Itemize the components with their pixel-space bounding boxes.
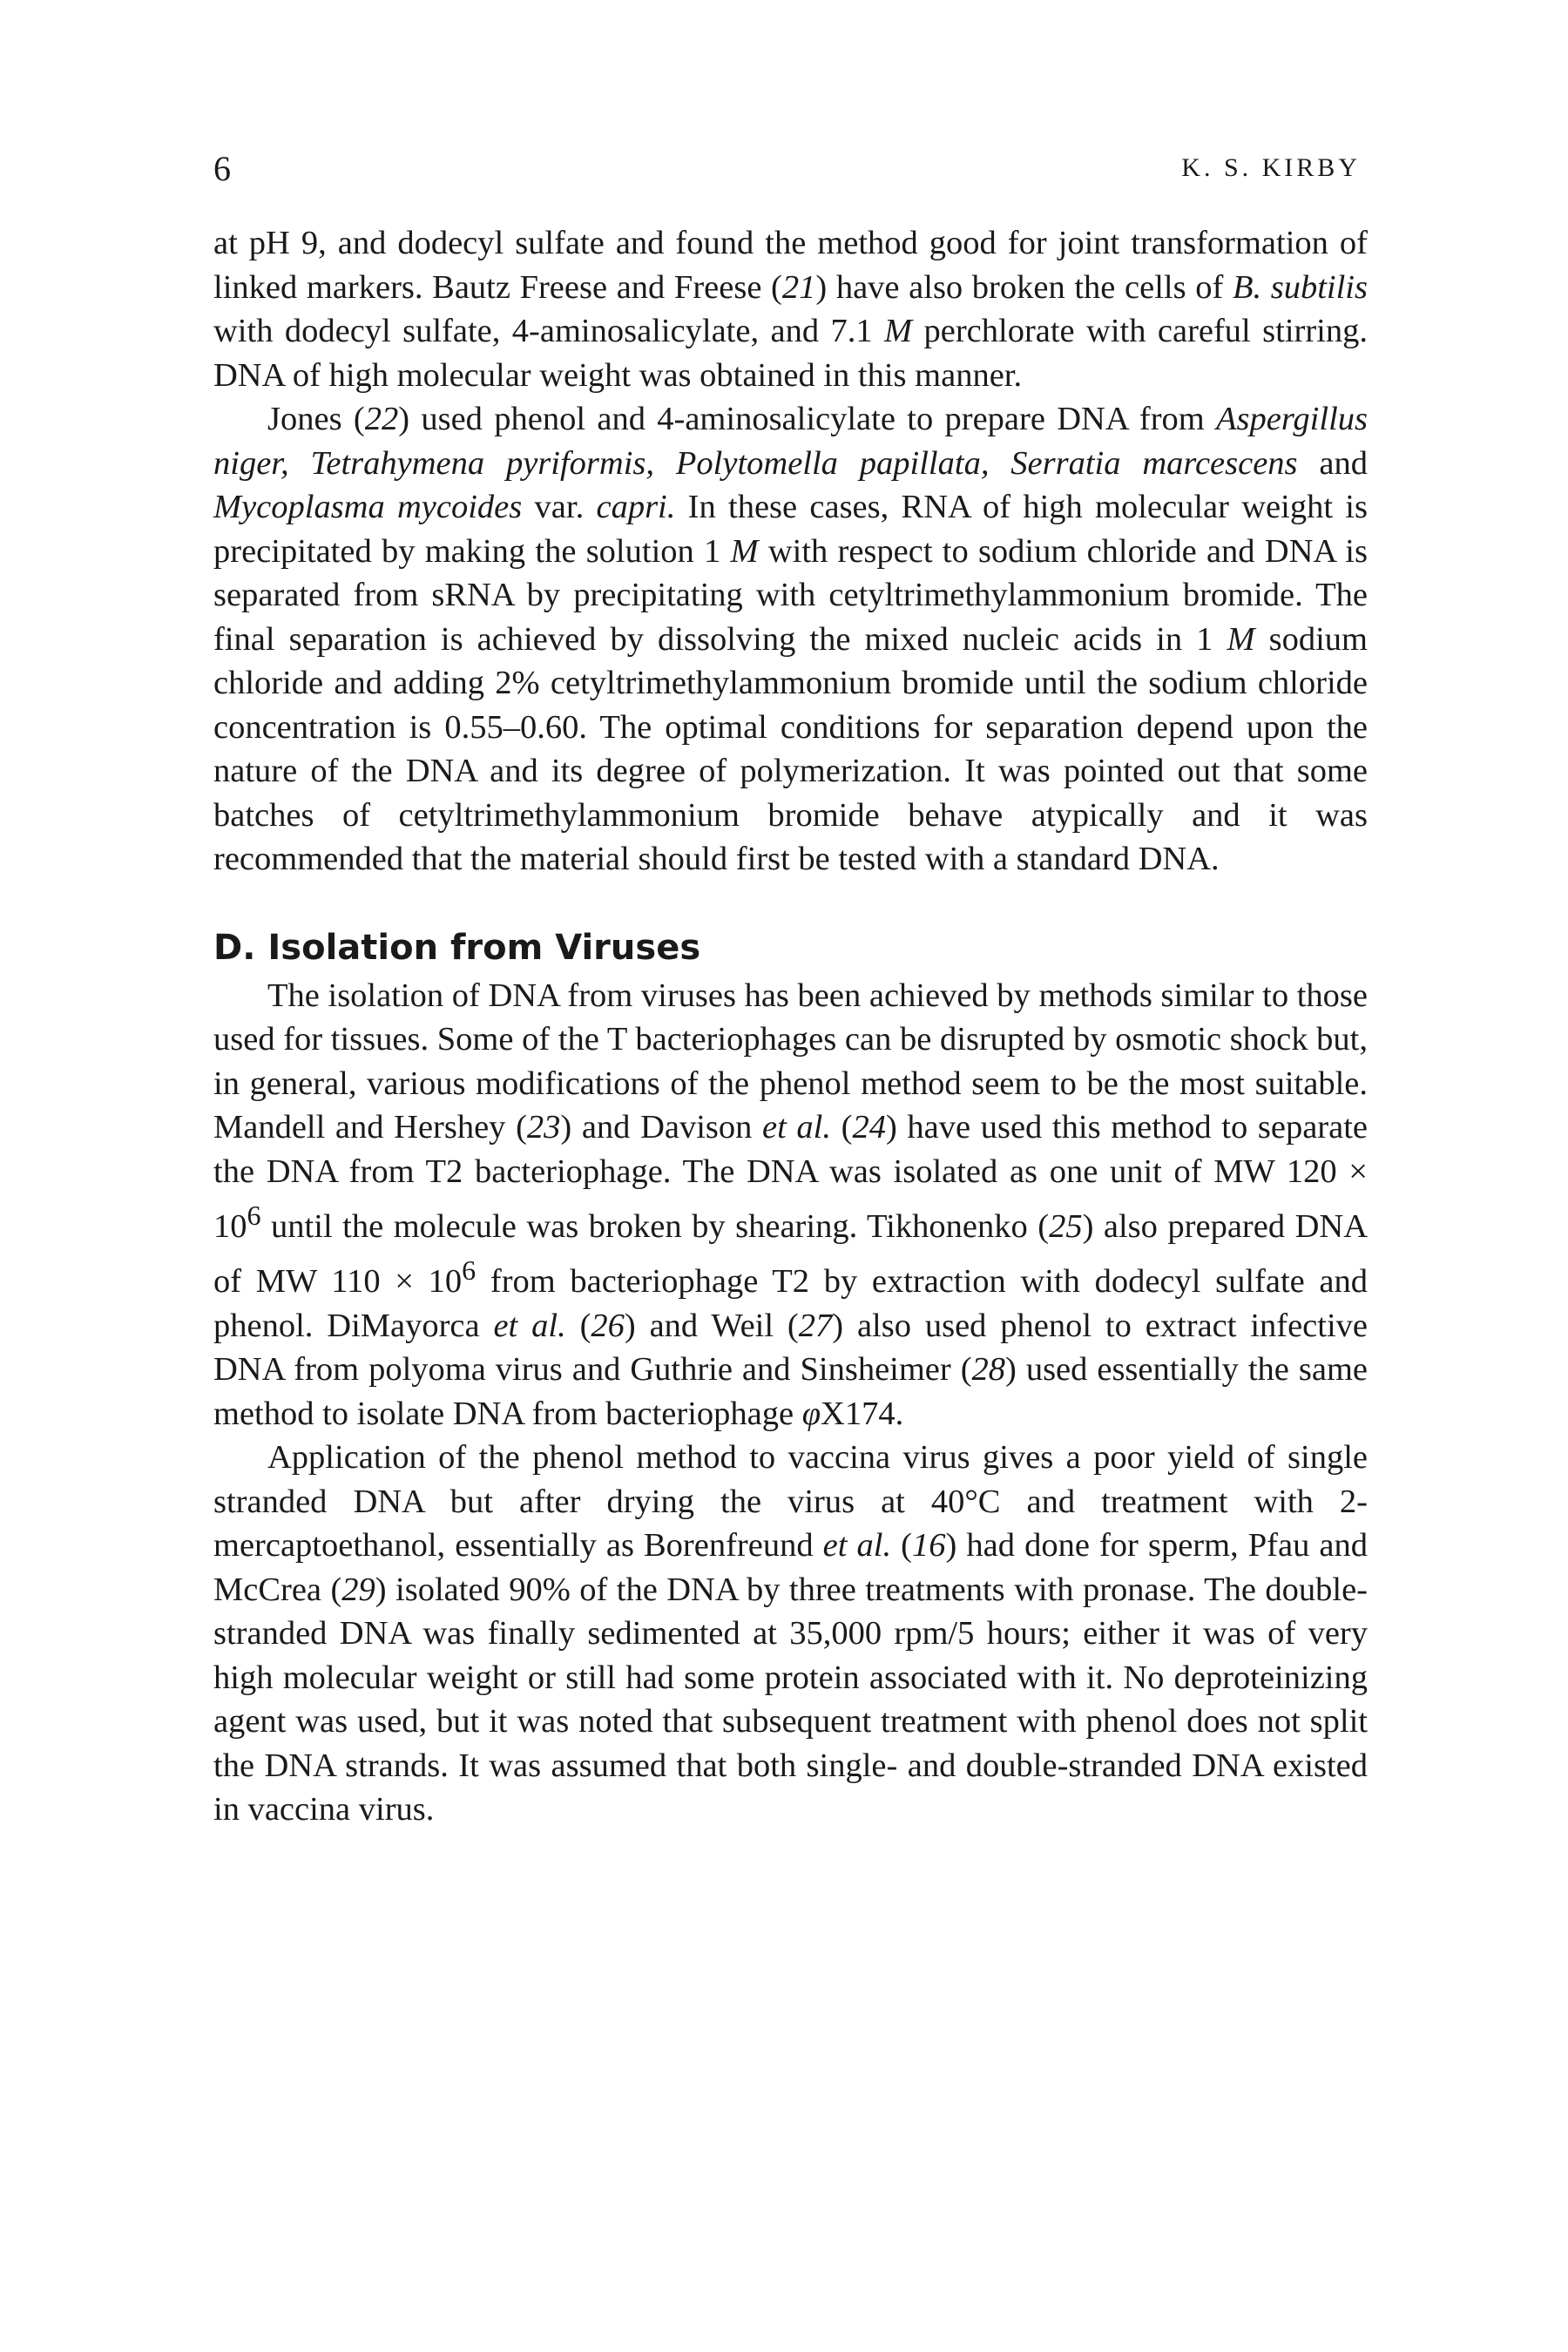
text-run: ) isolated 90% of the DNA by three treatments with pronase. The double-stranded DNA was finally sedimented at 35,000 rpm/5 hours; either it was of very high molecular weight or still had some protein associated with it. No deproteinizing agent was used, but it was noted that subsequent treatment with phenol does not split the DNA strands. It was assumed that both single- and double-stranded DNA existed in vaccina virus. [213, 1571, 1368, 1828]
molar-unit: M [884, 313, 913, 349]
paragraph-dodecyl-sulfate [213, 221, 1368, 397]
text-run: ( [831, 1109, 853, 1146]
text-run: ) also prepared DNA of MW 110 × 10 [213, 1207, 1369, 1301]
et-al: et al. [762, 1109, 832, 1146]
page-number: 6 [213, 149, 231, 188]
text-run: with respect to sodium chloride and DNA is separated from sRNA by precipitating with cetyltrimethylammonium bromide. The final separation is achieved by dissolving the mixed nucleic acids in 1 [213, 532, 1368, 658]
text-run: ) had done for sperm, Pfau and McCrea ( [213, 1527, 1368, 1608]
paragraph-virus-isolation [213, 974, 1368, 1436]
reference-number: 29 [341, 1571, 375, 1608]
section-label: D. [213, 927, 256, 968]
text-run: at pH 9, and dodecyl sulfate and found the method good for joint transformation of linked markers. Bautz Freese and Freese ( [213, 225, 1368, 306]
reference-number: 21 [781, 268, 816, 306]
text-run: ) and Weil ( [624, 1307, 799, 1344]
et-al: et al. [822, 1527, 892, 1565]
text-run: Application of the phenol method to vaccina virus gives a poor yield of single stranded DNA but after drying the virus at 40°C and treatment with 2-mercaptoethanol, essentially as Borenfreund [213, 1439, 1368, 1565]
reference-number: 27 [798, 1307, 833, 1344]
running-head-author: K. S. KIRBY [1181, 153, 1361, 182]
species-name: capri. [596, 489, 676, 525]
text-run: ) have also broken the cells of [815, 268, 1233, 306]
text-run: and [1297, 444, 1368, 482]
species-name: Aspergillus niger, Tetrahymena pyriformis, Polytomella papillata, Serratia marcescens [213, 401, 1368, 482]
text-run: from bacteriophage T2 by extraction with dodecyl sulfate and phenol. DiMayorca [213, 1263, 1368, 1344]
text-run: ) also used phenol to extract infective DNA from polyoma virus and Guthrie and Sinsheimer ( [213, 1307, 1369, 1389]
text-run: ) used essentially the same method to isolate DNA from bacteriophage [213, 1351, 1368, 1432]
text-run: sodium chloride and adding 2% cetyltrimethylammonium bromide until the sodium chloride concentration is 0.55–0.60. The optimal conditions for separation depend upon the nature of the DNA and its degree of polymerization. It was pointed out that some batches of cetyltrimethylammonium bromide behave atypically and it was recommended that the material should first be tested with a standard DNA. [213, 620, 1368, 877]
reference-number: 24 [852, 1109, 886, 1146]
text-run: X174. [821, 1395, 904, 1432]
phi-symbol: φ [801, 1395, 821, 1432]
book-page [213, 148, 1368, 1832]
reference-number: 22 [364, 401, 399, 437]
text-run: var. [522, 489, 597, 525]
reference-number: 16 [912, 1527, 946, 1565]
reference-number: 23 [526, 1109, 561, 1146]
text-run: ) and Davison [560, 1109, 763, 1146]
text-run: The isolation of DNA from viruses has been achieved by methods similar to those used for tissues. Some of the T bacteriophages can be disrupted by osmotic shock but, in general, various modifications of the phenol method seem to be the most suitable. Mandell and Hershey ( [213, 977, 1368, 1146]
reference-number: 28 [971, 1351, 1006, 1389]
et-al: et al. [493, 1307, 566, 1344]
text-run: until the molecule was broken by shearing. Tikhonenko ( [260, 1207, 1050, 1245]
text-run: In these cases, RNA of high molecular weight is precipitated by making the solution 1 [213, 489, 1368, 570]
text-run: with dodecyl sulfate, 4-aminosalicylate, and 7.1 [213, 313, 885, 349]
exponent: 6 [462, 1254, 476, 1287]
text-run: ) have used this method to separate the DNA from T2 bacteriophage. The DNA was isolated as one unit of MW 120 × 10 [213, 1109, 1368, 1245]
reference-number: 25 [1049, 1207, 1083, 1245]
reference-number: 26 [591, 1307, 625, 1344]
section-heading [213, 927, 1368, 969]
exponent: 6 [247, 1200, 261, 1231]
section-title: Isolation from Viruses [267, 927, 701, 968]
running-head [213, 148, 1368, 200]
molar-unit: M [1227, 620, 1255, 658]
species-name: Mycoplasma mycoides [213, 489, 523, 525]
text-run: ( [891, 1527, 912, 1565]
text-run: Jones ( [267, 401, 365, 437]
text-run: ) used phenol and 4-aminosalicylate to prepare DNA from [398, 401, 1217, 437]
paragraph-jones-method [213, 397, 1368, 882]
paragraph-vaccina-virus [213, 1436, 1368, 1832]
molar-unit: M [730, 532, 759, 570]
text-run: perchlorate with careful stirring. DNA of high molecular weight was obtained in this manner. [213, 313, 1368, 394]
text-run: ( [565, 1307, 591, 1344]
species-name: B. subtilis [1232, 268, 1368, 306]
